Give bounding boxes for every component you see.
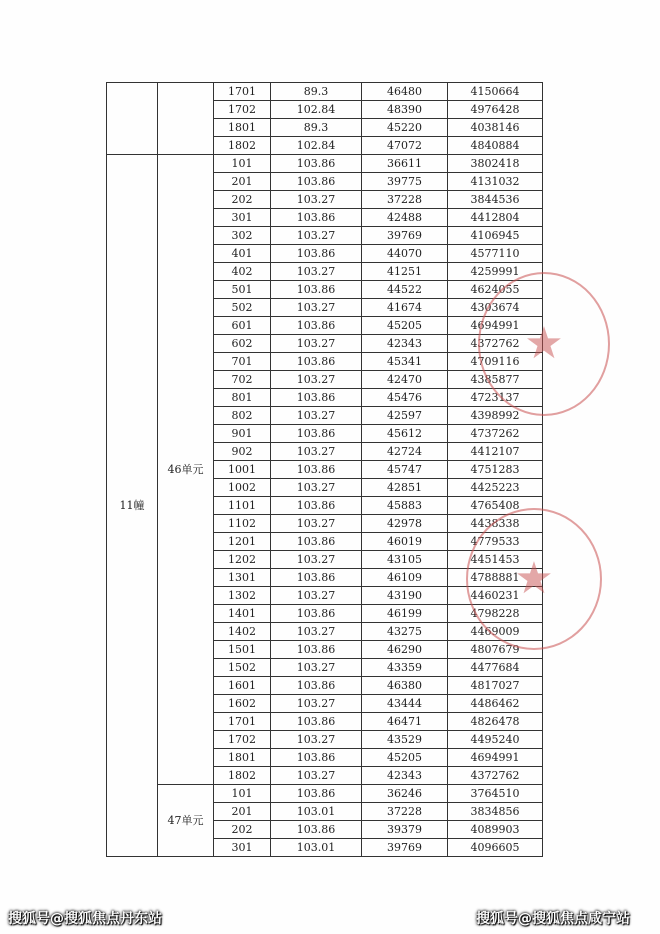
unit-price-cell: 42978 (362, 515, 448, 533)
total-price-cell: 4477684 (448, 659, 543, 677)
total-price-cell: 4694991 (448, 749, 543, 767)
area-cell: 103.27 (271, 371, 362, 389)
area-cell: 103.86 (271, 461, 362, 479)
area-cell: 102.84 (271, 101, 362, 119)
room-number-cell: 1502 (214, 659, 271, 677)
room-number-cell: 1201 (214, 533, 271, 551)
total-price-cell: 3802418 (448, 155, 543, 173)
housing-security-bureau-seal (478, 272, 610, 416)
room-number-cell: 502 (214, 299, 271, 317)
room-number-cell: 801 (214, 389, 271, 407)
building-label: 11幢 (107, 155, 158, 857)
unit-price-cell: 42724 (362, 443, 448, 461)
unit-price-cell: 43275 (362, 623, 448, 641)
unit-price-cell: 45220 (362, 119, 448, 137)
total-price-cell: 4451453 (448, 551, 543, 569)
area-cell: 102.84 (271, 137, 362, 155)
room-number-cell: 302 (214, 227, 271, 245)
total-price-cell: 4150664 (448, 83, 543, 101)
total-price-cell: 3764510 (448, 785, 543, 803)
unit-price-cell: 46019 (362, 533, 448, 551)
unit-price-cell: 46199 (362, 605, 448, 623)
unit-price-cell: 41251 (362, 263, 448, 281)
room-number-cell: 702 (214, 371, 271, 389)
star-icon: ★ (524, 318, 564, 369)
total-price-cell: 4469009 (448, 623, 543, 641)
total-price-cell: 4486462 (448, 695, 543, 713)
room-number-cell: 1802 (214, 767, 271, 785)
area-cell: 103.86 (271, 281, 362, 299)
room-number-cell: 101 (214, 785, 271, 803)
room-number-cell: 1001 (214, 461, 271, 479)
room-number-cell: 1701 (214, 83, 271, 101)
total-price-cell: 4577110 (448, 245, 543, 263)
unit-price-cell: 37228 (362, 803, 448, 821)
total-price-cell: 4303674 (448, 299, 543, 317)
unit-price-cell: 45341 (362, 353, 448, 371)
unit-price-cell: 43529 (362, 731, 448, 749)
room-number-cell: 101 (214, 155, 271, 173)
area-cell: 103.27 (271, 479, 362, 497)
unit-price-cell: 46471 (362, 713, 448, 731)
unit-price-cell: 39769 (362, 839, 448, 857)
unit-price-cell: 43190 (362, 587, 448, 605)
room-number-cell: 802 (214, 407, 271, 425)
total-price-cell: 4106945 (448, 227, 543, 245)
room-number-cell: 201 (214, 803, 271, 821)
room-number-cell: 1302 (214, 587, 271, 605)
room-number-cell: 1501 (214, 641, 271, 659)
room-number-cell: 1802 (214, 137, 271, 155)
real-estate-developer-seal (466, 508, 602, 650)
area-cell: 103.27 (271, 551, 362, 569)
unit-price-cell: 46290 (362, 641, 448, 659)
room-number-cell: 401 (214, 245, 271, 263)
building-cell-prev (107, 83, 158, 155)
area-cell: 103.27 (271, 227, 362, 245)
total-price-cell: 4624055 (448, 281, 543, 299)
total-price-cell: 4779533 (448, 533, 543, 551)
room-number-cell: 901 (214, 425, 271, 443)
room-number-cell: 301 (214, 209, 271, 227)
area-cell: 103.27 (271, 623, 362, 641)
unit-price-cell: 39379 (362, 821, 448, 839)
room-number-cell: 1301 (214, 569, 271, 587)
unit-price-cell: 46480 (362, 83, 448, 101)
total-price-cell: 4398992 (448, 407, 543, 425)
unit-price-cell: 45205 (362, 317, 448, 335)
area-cell: 103.86 (271, 677, 362, 695)
unit-price-cell: 36611 (362, 155, 448, 173)
unit-price-cell: 42488 (362, 209, 448, 227)
room-number-cell: 601 (214, 317, 271, 335)
total-price-cell: 4089903 (448, 821, 543, 839)
total-price-cell: 4259991 (448, 263, 543, 281)
unit-price-cell: 43359 (362, 659, 448, 677)
area-cell: 89.3 (271, 119, 362, 137)
total-price-cell: 4372762 (448, 767, 543, 785)
area-cell: 103.27 (271, 335, 362, 353)
total-price-cell: 4385877 (448, 371, 543, 389)
area-cell: 103.86 (271, 749, 362, 767)
area-cell: 103.86 (271, 173, 362, 191)
room-number-cell: 1401 (214, 605, 271, 623)
total-price-cell: 4131032 (448, 173, 543, 191)
unit-cell-prev (158, 83, 214, 155)
area-cell: 103.27 (271, 515, 362, 533)
total-price-cell: 4751283 (448, 461, 543, 479)
total-price-cell: 4723137 (448, 389, 543, 407)
housing-price-table (106, 82, 543, 857)
area-cell: 103.27 (271, 731, 362, 749)
price-table-body (107, 83, 543, 857)
unit-price-cell: 46380 (362, 677, 448, 695)
area-cell: 103.86 (271, 605, 362, 623)
table-row (107, 785, 543, 803)
unit-price-cell: 45612 (362, 425, 448, 443)
unit-price-cell: 45476 (362, 389, 448, 407)
area-cell: 103.86 (271, 821, 362, 839)
room-number-cell: 1702 (214, 101, 271, 119)
area-cell: 103.86 (271, 533, 362, 551)
room-number-cell: 1101 (214, 497, 271, 515)
area-cell: 103.27 (271, 695, 362, 713)
room-number-cell: 602 (214, 335, 271, 353)
area-cell: 103.86 (271, 155, 362, 173)
room-number-cell: 1702 (214, 731, 271, 749)
unit-price-cell: 42343 (362, 335, 448, 353)
area-cell: 103.27 (271, 299, 362, 317)
unit-price-cell: 39769 (362, 227, 448, 245)
area-cell: 103.27 (271, 443, 362, 461)
total-price-cell: 4817027 (448, 677, 543, 695)
unit-price-cell: 43444 (362, 695, 448, 713)
watermark-right: 搜狐号@搜狐焦点咸宁站 (476, 911, 630, 927)
room-number-cell: 1102 (214, 515, 271, 533)
watermark-left: 搜狐号@搜狐焦点丹东站 (8, 911, 162, 927)
unit-label-47: 47单元 (158, 785, 214, 857)
unit-price-cell: 46109 (362, 569, 448, 587)
unit-price-cell: 45205 (362, 749, 448, 767)
area-cell: 103.86 (271, 317, 362, 335)
unit-label-46: 46单元 (158, 155, 214, 785)
room-number-cell: 701 (214, 353, 271, 371)
area-cell: 103.01 (271, 803, 362, 821)
total-price-cell: 4737262 (448, 425, 543, 443)
room-number-cell: 1002 (214, 479, 271, 497)
area-cell: 103.86 (271, 425, 362, 443)
total-price-cell: 4788881 (448, 569, 543, 587)
area-cell: 103.86 (271, 245, 362, 263)
total-price-cell: 4038146 (448, 119, 543, 137)
unit-price-cell: 42470 (362, 371, 448, 389)
total-price-cell: 4412804 (448, 209, 543, 227)
unit-price-cell: 47072 (362, 137, 448, 155)
unit-price-cell: 36246 (362, 785, 448, 803)
area-cell: 103.27 (271, 407, 362, 425)
room-number-cell: 501 (214, 281, 271, 299)
total-price-cell: 4372762 (448, 335, 543, 353)
unit-price-cell: 45747 (362, 461, 448, 479)
total-price-cell: 4096605 (448, 839, 543, 857)
unit-price-cell: 44522 (362, 281, 448, 299)
room-number-cell: 202 (214, 821, 271, 839)
unit-price-cell: 37228 (362, 191, 448, 209)
room-number-cell: 902 (214, 443, 271, 461)
unit-price-cell: 43105 (362, 551, 448, 569)
total-price-cell: 4826478 (448, 713, 543, 731)
area-cell: 103.86 (271, 497, 362, 515)
room-number-cell: 402 (214, 263, 271, 281)
area-cell: 103.27 (271, 767, 362, 785)
total-price-cell: 4425223 (448, 479, 543, 497)
area-cell: 89.3 (271, 83, 362, 101)
area-cell: 103.86 (271, 785, 362, 803)
area-cell: 103.86 (271, 209, 362, 227)
area-cell: 103.86 (271, 389, 362, 407)
total-price-cell: 4412107 (448, 443, 543, 461)
area-cell: 103.27 (271, 191, 362, 209)
room-number-cell: 1801 (214, 119, 271, 137)
star-icon: ★ (514, 553, 554, 604)
area-cell: 103.86 (271, 641, 362, 659)
table-row (107, 155, 543, 173)
total-price-cell: 3844536 (448, 191, 543, 209)
total-price-cell: 4709116 (448, 353, 543, 371)
room-number-cell: 202 (214, 191, 271, 209)
table-row (107, 83, 543, 101)
unit-price-cell: 42343 (362, 767, 448, 785)
unit-price-cell: 42851 (362, 479, 448, 497)
total-price-cell: 4840884 (448, 137, 543, 155)
area-cell: 103.86 (271, 353, 362, 371)
room-number-cell: 201 (214, 173, 271, 191)
total-price-cell: 4438338 (448, 515, 543, 533)
unit-price-cell: 48390 (362, 101, 448, 119)
area-cell: 103.86 (271, 713, 362, 731)
area-cell: 103.27 (271, 659, 362, 677)
total-price-cell: 4765408 (448, 497, 543, 515)
total-price-cell: 4694991 (448, 317, 543, 335)
total-price-cell: 4460231 (448, 587, 543, 605)
area-cell: 103.27 (271, 587, 362, 605)
total-price-cell: 4798228 (448, 605, 543, 623)
room-number-cell: 1402 (214, 623, 271, 641)
unit-price-cell: 42597 (362, 407, 448, 425)
room-number-cell: 1602 (214, 695, 271, 713)
unit-price-cell: 45883 (362, 497, 448, 515)
unit-price-cell: 44070 (362, 245, 448, 263)
total-price-cell: 4807679 (448, 641, 543, 659)
total-price-cell: 4495240 (448, 731, 543, 749)
unit-price-cell: 41674 (362, 299, 448, 317)
area-cell: 103.86 (271, 569, 362, 587)
area-cell: 103.01 (271, 839, 362, 857)
room-number-cell: 1801 (214, 749, 271, 767)
room-number-cell: 301 (214, 839, 271, 857)
total-price-cell: 4976428 (448, 101, 543, 119)
room-number-cell: 1601 (214, 677, 271, 695)
unit-price-cell: 39775 (362, 173, 448, 191)
room-number-cell: 1701 (214, 713, 271, 731)
room-number-cell: 1202 (214, 551, 271, 569)
total-price-cell: 3834856 (448, 803, 543, 821)
area-cell: 103.27 (271, 263, 362, 281)
